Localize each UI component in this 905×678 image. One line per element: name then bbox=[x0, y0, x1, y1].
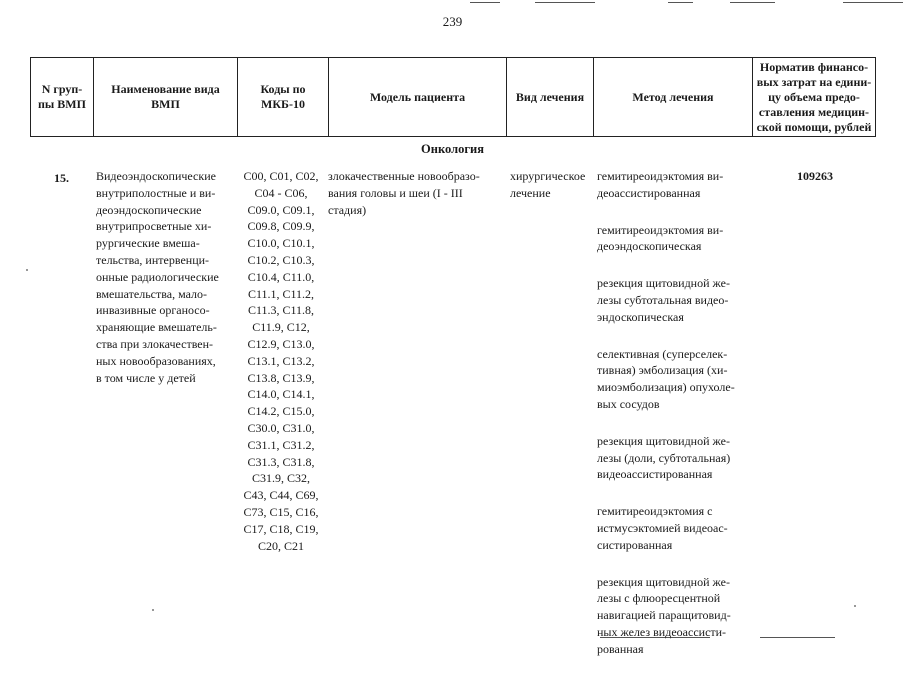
header-icd-codes: Коды по МКБ-10 bbox=[238, 58, 329, 137]
group-number: 15. bbox=[54, 171, 69, 185]
treatment-method-item: резекция щитовидной же- лезы с флюоресцентной навигацией паращитовид- ных желез видеоассисти- рованная bbox=[597, 574, 731, 656]
scan-artifact bbox=[152, 609, 154, 611]
scan-artifact bbox=[535, 2, 595, 3]
section-title: Онкология bbox=[421, 142, 484, 156]
vmp-table bbox=[30, 57, 876, 137]
cost-standard-value: 109263 bbox=[797, 169, 833, 183]
treatment-method-item: резекция щитовидной же- лезы (доли, субтотальная) видеоассистированная bbox=[597, 433, 731, 482]
treatment-method-item: гемитиреоидэктомия ви- деоассистированная bbox=[597, 169, 724, 200]
scan-artifact bbox=[843, 2, 903, 3]
header-vmp-name: Наименование вида ВМП bbox=[94, 58, 238, 137]
scan-artifact bbox=[26, 269, 28, 271]
header-group-number: N груп- пы ВМП bbox=[31, 58, 94, 137]
header-treatment-method: Метод лечения bbox=[594, 58, 753, 137]
scan-artifact bbox=[730, 2, 775, 3]
treatment-method-item: гемитиреоидэктомия ви- деоэндоскопическая bbox=[597, 222, 724, 254]
scan-artifact bbox=[470, 2, 500, 3]
page-number: 239 bbox=[442, 14, 463, 29]
vmp-name: Видеоэндоскопические внутриполостные и ви- деоэндоскопические внутрипросветные хи- рургические вмеша- тельства, интервенци- онные радиологические вмешательства, мало- инвазивные органосо- храняющие вмешатель- ства при злокачествен- ных новообразованиях, в том числе у детей bbox=[96, 169, 219, 385]
scan-artifact bbox=[854, 605, 856, 607]
treatment-type: хирургическое лечение bbox=[510, 169, 586, 200]
icd-codes: C00, C01, C02, C04 - C06, C09.0, C09.1, C09.8, C09.9, C10.0, C10.1, C10.2, C10.3, C10.4, C11.0, C11.1, C11.2, C11.3, C11.8, C11.9, C12, C12.9, C13.0, C13.1, C13.2, C13.8, C13.9, C14.0, C14.1, C14.2, C15.0, C30.0, C31.0, C31.1, C31.2, C31.3, C31.8, C31.9, C32, C43, C44, C69, C73, C15, C16, C17, C18, C19, C20, C21 bbox=[243, 169, 319, 553]
header-cost-standard: Норматив финансо- вых затрат на едини- цу объема предо- ставления медицин- ской помощи, рублей bbox=[753, 58, 876, 137]
treatment-method-item: резекция щитовидной же- лезы субтотальная видео- эндоскопическая bbox=[597, 276, 730, 324]
patient-model: злокачественные новообразо- вания головы и шеи (I - III стадия) bbox=[328, 169, 480, 217]
treatment-method-item: гемитиреоидэктомия с истмусэктомией видеоас- систированная bbox=[597, 504, 728, 552]
treatment-methods-list bbox=[597, 168, 753, 678]
scan-artifact bbox=[760, 637, 835, 638]
header-patient-model: Модель пациента bbox=[329, 58, 507, 137]
scan-artifact bbox=[668, 2, 693, 3]
table-header-row bbox=[31, 58, 876, 137]
header-treatment-type: Вид лечения bbox=[507, 58, 594, 137]
treatment-method-item: селективная (суперселек- тивная) эмболизация (хи- миоэмболизация) опухоле- вых сосудов bbox=[597, 346, 735, 411]
